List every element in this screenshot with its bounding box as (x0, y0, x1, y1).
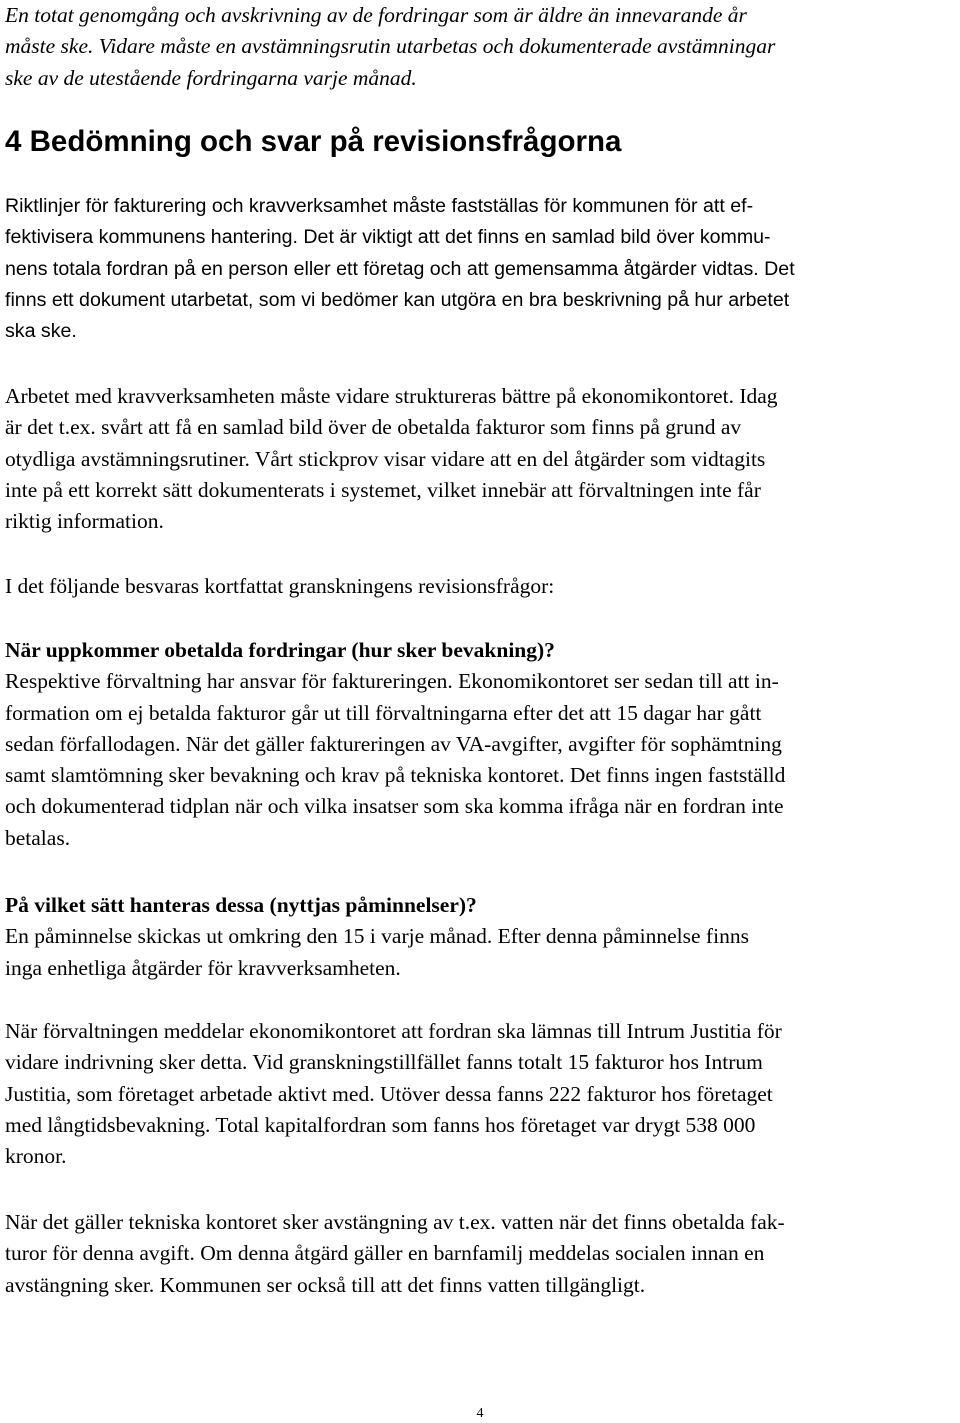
text-line: kronor. (5, 1144, 67, 1169)
text-line: ske av de utestående fordringarna varje månad. (5, 65, 417, 90)
text-line: ska ske. (5, 320, 77, 343)
text-line: En påminnelse skickas ut omkring den 15 i varje månad. Efter denna påminnelse finns (5, 924, 749, 949)
paragraph-intrum (5, 1016, 955, 1172)
text-line: När det gäller tekniska kontoret sker avstängning av t.ex. vatten när det finns obetalda fak- (5, 1210, 785, 1234)
page-number: 4 (476, 1406, 484, 1421)
text-line: I det följande besvaras kortfattat granskningens revisionsfrågor: (5, 574, 555, 598)
intro-paragraph (5, 0, 955, 94)
text-line: och dokumenterad tidplan när och vilka insatser som ska komma ifråga när en fordran inte (5, 794, 784, 819)
section-heading: 4 Bedömning och svar på revisionsfrågorna (5, 125, 622, 158)
text-line: avstängning sker. Kommunen ser också till att det finns vatten tillgängligt. (5, 1272, 646, 1297)
text-line: riktig information. (5, 509, 164, 534)
question-heading: På vilket sätt hanteras dessa (nyttjas påminnelser)? (5, 893, 477, 917)
paragraph-structure (5, 381, 955, 537)
text-line: Justitia, som företaget arbetade aktivt med. Utöver dessa fanns 222 fakturor hos företaget (5, 1081, 773, 1106)
text-line: är det t.ex. svårt att få en samlad bild över de obetalda fakturor som finns på grund av (5, 415, 742, 440)
text-line: När förvaltningen meddelar ekonomikontoret att fordran ska lämnas till Intrum Justitia för (5, 1019, 782, 1043)
paragraph-intro-questions (5, 571, 955, 602)
text-line: betalas. (5, 825, 71, 850)
text-line: med långtidsbevakning. Total kapitalfordran som fanns hos företaget var drygt 538 000 (5, 1112, 756, 1137)
text-line: otydliga avstämningsrutiner. Vårt stickprov visar vidare att en del åtgärder som vidtagits (5, 446, 766, 471)
paragraph-guidelines (5, 191, 955, 347)
text-line: turor för denna avgift. Om denna åtgärd gäller en barnfamilj meddelas socialen innan en (5, 1241, 765, 1266)
question-block-1 (5, 635, 955, 854)
text-line: inte på ett korrekt sätt dokumenterats i systemet, vilket innebär att förvaltningen inte får (5, 477, 761, 502)
paragraph-technical-office (5, 1207, 955, 1301)
text-line: sedan förfallodagen. När det gäller faktureringen av VA-avgifter, avgifter för sophämtning (5, 731, 782, 756)
text-line: måste ske. Vidare måste en avstämningsrutin utarbetas och dokumenterade avstämningar (5, 34, 776, 59)
text-line: vidare indrivning sker detta. Vid granskningstillfället fanns totalt 15 fakturor hos Intrum (5, 1050, 763, 1075)
question-block-2 (5, 890, 955, 984)
text-line: En totat genomgång och avskrivning av de fordringar som är äldre än innevarande år (5, 3, 747, 27)
text-line: finns ett dokument utarbetat, som vi bedömer kan utgöra en bra beskrivning på hur arbetet (5, 288, 790, 311)
text-line: Riktlinjer för fakturering och kravverksamhet måste fastställas för kommunen för att ef- (5, 195, 754, 217)
text-line: Arbetet med kravverksamheten måste vidare struktureras bättre på ekonomikontoret. Idag (5, 384, 778, 408)
question-heading: När uppkommer obetalda fordringar (hur sker bevakning)? (5, 638, 555, 662)
text-line: samt slamtömning sker bevakning och krav på tekniska kontoret. Det finns ingen fastställd (5, 763, 786, 788)
text-line: inga enhetliga åtgärder för kravverksamheten. (5, 955, 401, 980)
text-line: nens totala fordran på en person eller ett företag och att gemensamma åtgärder vidtas. Det (5, 257, 795, 280)
text-line: fektivisera kommunens hantering. Det är viktigt att det finns en samlad bild över kommu- (5, 226, 771, 249)
text-line: Respektive förvaltning har ansvar för faktureringen. Ekonomikontoret ser sedan till att in- (5, 669, 779, 694)
text-line: formation om ej betalda fakturor går ut till förvaltningarna efter det att 15 dagar har gått (5, 700, 762, 725)
